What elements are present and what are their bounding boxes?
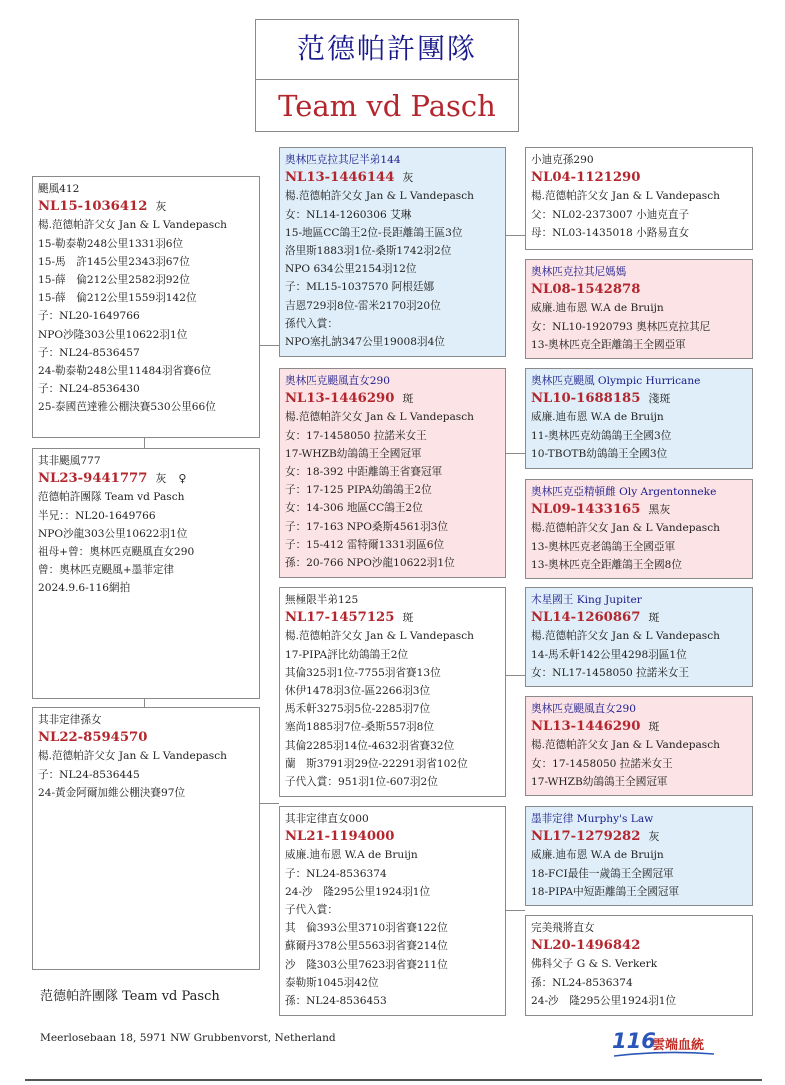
card-line: NPO沙龍303公里10622羽1位	[38, 527, 188, 540]
card-line: 塞尚1885羽7位-桑斯557羽8位	[285, 721, 434, 734]
logo-number: 116	[612, 1029, 656, 1053]
card-line: 子：NL20-1649766	[38, 310, 140, 323]
card-line: 14-馬禾軒142公里4298羽區1位	[531, 648, 687, 661]
card-line: 女：NL14-1260306 艾琳	[285, 208, 412, 221]
card-line: 15-勒泰勒248公里1331羽6位	[38, 237, 184, 250]
ring-number: NL13-1446290	[285, 391, 395, 407]
logo-swoosh-icon	[614, 1051, 714, 1057]
card-lines	[38, 488, 254, 597]
title-box	[255, 19, 519, 132]
pedigree-card-dam-dam2-sire	[525, 806, 753, 906]
card-line: 泰勒斯1045羽42位	[285, 976, 379, 989]
plumage-color: 灰	[648, 830, 660, 844]
card-line: 孫：20-766 NPO沙龍10622羽1位	[285, 557, 455, 570]
pigeon-name: 奧林匹克颶風直女290	[285, 375, 390, 387]
title-chinese: 范德帕許團隊	[296, 32, 477, 65]
card-line: 父：NL02-2373007 小迪克直子	[531, 208, 690, 221]
card-lines	[38, 747, 254, 802]
plumage-color: 斑	[648, 720, 660, 734]
card-line: 子：17-163 NPO桑斯4561羽3位	[285, 520, 448, 533]
pedigree-card-sibling	[32, 707, 260, 970]
ring-number: NL20-1496842	[531, 938, 641, 954]
card-line: 馬禾軒3275羽5位-2285羽7位	[285, 703, 431, 716]
card-line: 15-薛 倫212公里2582羽92位	[38, 274, 190, 287]
connector	[505, 910, 525, 911]
card-lines	[531, 736, 747, 791]
card-line: 子代入賞：	[285, 904, 338, 917]
card-lines	[531, 408, 747, 463]
card-line: 威廉.迪布恩 W.A de Bruijn	[531, 302, 664, 315]
card-line: 曾：奧林匹克颶風+墨菲定律	[38, 564, 175, 577]
card-line: 24-勒泰勒248公里11484羽省賽6位	[38, 365, 212, 378]
pigeon-name: 奧林匹克拉其尼媽媽	[531, 266, 627, 278]
plumage-color: 淺斑	[648, 392, 671, 406]
card-lines	[285, 846, 500, 1010]
pigeon-name: 木星國王 King Jupiter	[531, 594, 642, 606]
pigeon-name: 完美飛將直女	[531, 922, 595, 934]
pigeon-name: 其非颶風777	[38, 455, 101, 467]
card-lines	[531, 955, 747, 1010]
card-line: 楊.范德帕許父女 Jan & L Vandepasch	[531, 739, 720, 752]
card-line: 女：NL10-1920793 奧林匹克拉其尼	[531, 320, 711, 333]
ring-number: NL21-1194000	[285, 829, 395, 845]
connector	[505, 453, 525, 454]
card-lines	[531, 299, 747, 354]
card-line: 吉恩729羽8位-雷米2170羽20位	[285, 299, 441, 312]
pedigree-card-dam	[279, 368, 506, 578]
card-line: 17-WHZB幼鴿鴿王全國冠軍	[285, 447, 422, 460]
card-line: 威廉.迪布恩 W.A de Bruijn	[285, 849, 418, 862]
card-line: 2024.9.6-116網拍	[38, 582, 131, 595]
card-line: 15-馬 許145公里2343羽67位	[38, 255, 190, 268]
card-line: 半兄：：NL20-1649766	[38, 509, 156, 522]
card-line: 女：18-392 中距離鴿王省賽冠軍	[285, 466, 443, 479]
card-line: 13-奧林匹克老鴿鴿王全國亞軍	[531, 540, 676, 553]
connector	[144, 437, 145, 448]
card-line: 子：ML15-1037570 阿根廷娜	[285, 281, 435, 294]
connector	[505, 235, 525, 236]
card-line: 13-奧林匹克全距離鴿王全國亞軍	[531, 338, 686, 351]
ring-number: NL09-1433165	[531, 502, 641, 518]
card-line: 15-薛 倫212公里1559羽142位	[38, 292, 197, 305]
ring-number: NL15-1036412	[38, 199, 148, 215]
card-line: 子：15-412 雷特爾1331羽區6位	[285, 538, 445, 551]
card-line: NPO塞扎訥347公里19008羽4位	[285, 336, 445, 349]
pedigree-card-dam-dam2-dam	[525, 915, 753, 1016]
pigeon-name: 其非定律孫女	[38, 714, 102, 726]
connector	[144, 698, 145, 707]
ring-number: NL17-1279282	[531, 829, 641, 845]
pedigree-card-sire-dam	[525, 259, 753, 359]
pedigree-card-dam-of-subject	[32, 448, 260, 699]
ring-number: NL22-8594570	[38, 730, 148, 746]
pigeon-name: 無極限半弟125	[285, 594, 359, 606]
pedigree-card-dam-sire2-dam	[525, 696, 753, 796]
card-line: 楊.范德帕許父女 Jan & L Vandepasch	[38, 219, 227, 232]
card-line: NPO 634公里2154羽12位	[285, 263, 417, 276]
card-line: 威廉.迪布恩 W.A de Bruijn	[531, 849, 664, 862]
card-line: 佛科父子 G & S. Verkerk	[531, 958, 658, 971]
plumage-color: 斑	[402, 392, 414, 406]
card-line: 24-沙 隆295公里1924羽1位	[285, 885, 431, 898]
connector	[259, 345, 279, 346]
card-line: 沙 隆303公里7623羽省賽211位	[285, 958, 448, 971]
card-line: 15-地區CC鴿王2位-長距離鴿王區3位	[285, 226, 463, 239]
card-line: 子：17-125 PIPA幼鴿鴿王2位	[285, 484, 432, 497]
card-line: 蘭 斯3791羽29位-22291羽省102位	[285, 757, 468, 770]
female-symbol-icon: ♀	[178, 472, 187, 486]
card-line: 24-沙 隆295公里1924羽1位	[531, 994, 677, 1007]
card-line: 楊.范德帕許父女 Jan & L Vandepasch	[38, 750, 227, 763]
pedigree-card-dam-sire-sire	[525, 368, 753, 469]
card-line: 女：NL17-1458050 拉諾米女王	[531, 666, 690, 679]
pigeon-name: 奧林匹克颶風直女290	[531, 703, 636, 715]
pedigree-card-sire	[279, 147, 506, 357]
pedigree-card-dam-sire	[279, 587, 506, 797]
card-line: 其倫325羽1位-7755羽省賽13位	[285, 666, 441, 679]
card-line: 18-PIPA中短距離鴿王全國冠軍	[531, 885, 680, 898]
pedigree-card-subject	[32, 176, 260, 438]
ring-number: NL13-1446144	[285, 170, 395, 186]
card-lines	[285, 627, 500, 791]
footer-address: Meerlosebaan 18, 5971 NW Grubbenvorst, Netherland	[40, 1032, 336, 1044]
card-line: 范德帕許團隊 Team vd Pasch	[38, 491, 185, 504]
card-line: 子：NL24-8536430	[38, 383, 140, 396]
ring-number: NL17-1457125	[285, 610, 395, 626]
card-line: 其倫2285羽14位-4632羽省賽32位	[285, 739, 455, 752]
card-lines	[38, 216, 254, 416]
card-lines	[531, 627, 747, 682]
pigeon-name: 奧林匹克拉其尼半弟144	[285, 154, 401, 166]
card-line: 10-TBOTB幼鴿鴿王全國3位	[531, 447, 668, 460]
ring-number: NL23-9441777	[38, 471, 148, 487]
ring-number: NL08-1542878	[531, 282, 641, 298]
ring-number: NL13-1446290	[531, 719, 641, 735]
card-line: 洛里斯1883羽1位-桑斯1742羽2位	[285, 245, 452, 258]
footer-team-name: 范德帕許團隊 Team vd Pasch	[40, 989, 220, 1004]
card-line: 蘇爾丹378公里5563羽省賽214位	[285, 940, 448, 953]
card-line: 休伊1478羽3位-區2266羽3位	[285, 685, 431, 698]
card-line: 子：NL24-8536374	[285, 867, 387, 880]
pedigree-card-dam-dam-dam	[525, 479, 753, 579]
title-english: Team vd Pasch	[278, 89, 496, 123]
card-line: 25-泰國芭達雅公棚決賽530公里66位	[38, 401, 216, 414]
card-line: 威廉.迪布恩 W.A de Bruijn	[531, 411, 664, 424]
plumage-color: 灰	[155, 472, 167, 486]
card-line: 楊.范德帕許父女 Jan & L Vandepasch	[531, 522, 720, 535]
card-line: 18-FCI最佳一歲鴿王全國冠軍	[531, 867, 674, 880]
card-line: NPO沙隆303公里10622羽1位	[38, 328, 188, 341]
card-line: 楊.范德帕許父女 Jan & L Vandepasch	[285, 190, 474, 203]
card-lines	[285, 187, 500, 351]
pedigree-card-dam-dam	[279, 806, 506, 1016]
pigeon-name: 奧林匹克颶風 Olympic Hurricane	[531, 375, 701, 387]
card-line: 楊.范德帕許父女 Jan & L Vandepasch	[531, 630, 720, 643]
card-line: 13-奧林匹克全距離鴿王全國8位	[531, 558, 682, 571]
card-line: 母：NL03-1435018 小路易直女	[531, 226, 690, 239]
title-divider	[256, 79, 518, 80]
card-line: 孫代入賞：	[285, 317, 338, 330]
plumage-color: 黑灰	[648, 503, 671, 517]
card-line: 楊.范德帕許父女 Jan & L Vandepasch	[531, 190, 720, 203]
card-line: 女：17-1458050 拉諾米女王	[531, 757, 673, 770]
card-lines	[285, 408, 500, 572]
ring-number: NL04-1121290	[531, 170, 641, 186]
card-line: 子：NL24-8536445	[38, 768, 140, 781]
card-line: 17-PIPA評比幼鴿鴿王2位	[285, 648, 409, 661]
ring-number: NL14-1260867	[531, 610, 641, 626]
pedigree-card-dam-sire2-sire	[525, 587, 753, 687]
card-line: 楊.范德帕許父女 Jan & L Vandepasch	[285, 411, 474, 424]
card-line: 11-奧林匹克幼鴿鴿王全國3位	[531, 429, 672, 442]
pigeon-name: 奧林匹克亞精頓雌 Oly Argentonneke	[531, 486, 717, 498]
card-line: 子代入賞：951羽1位-607羽2位	[285, 776, 438, 789]
logo	[612, 1029, 722, 1057]
ring-number: NL10-1688185	[531, 391, 641, 407]
logo-text: 雲端血統	[652, 1038, 705, 1053]
card-line: 孫：NL24-8536453	[285, 995, 387, 1008]
card-line: 祖母+曾：奧林匹克颶風直女290	[38, 546, 195, 559]
card-lines	[531, 846, 747, 901]
plumage-color: 斑	[402, 611, 414, 625]
card-lines	[531, 519, 747, 574]
card-line: 女：17-1458050 拉諾米女王	[285, 429, 427, 442]
connector	[259, 803, 279, 804]
card-lines	[531, 187, 747, 242]
pigeon-name: 其非定律直女000	[285, 813, 369, 825]
connector	[505, 675, 525, 676]
card-line: 孫：NL24-8536374	[531, 976, 633, 989]
bottom-rule	[25, 1079, 762, 1081]
pigeon-name: 颶風412	[38, 183, 80, 195]
card-line: 24-黃金阿爾加維公棚決賽97位	[38, 786, 186, 799]
pedigree-card-sire-sire	[525, 147, 753, 250]
pigeon-name: 墨菲定律 Murphy's Law	[531, 813, 654, 825]
plumage-color: 灰	[402, 171, 414, 185]
card-line: 楊.范德帕許父女 Jan & L Vandepasch	[285, 630, 474, 643]
card-line: 女：14-306 地區CC鴿王2位	[285, 502, 423, 515]
plumage-color: 灰	[155, 200, 167, 214]
pigeon-name: 小迪克孫290	[531, 154, 594, 166]
card-line: 子：NL24-8536457	[38, 346, 140, 359]
card-line: 其 倫393公里3710羽省賽122位	[285, 922, 448, 935]
plumage-color: 斑	[648, 611, 660, 625]
card-line: 17-WHZB幼鴿鴿王全國冠軍	[531, 775, 668, 788]
